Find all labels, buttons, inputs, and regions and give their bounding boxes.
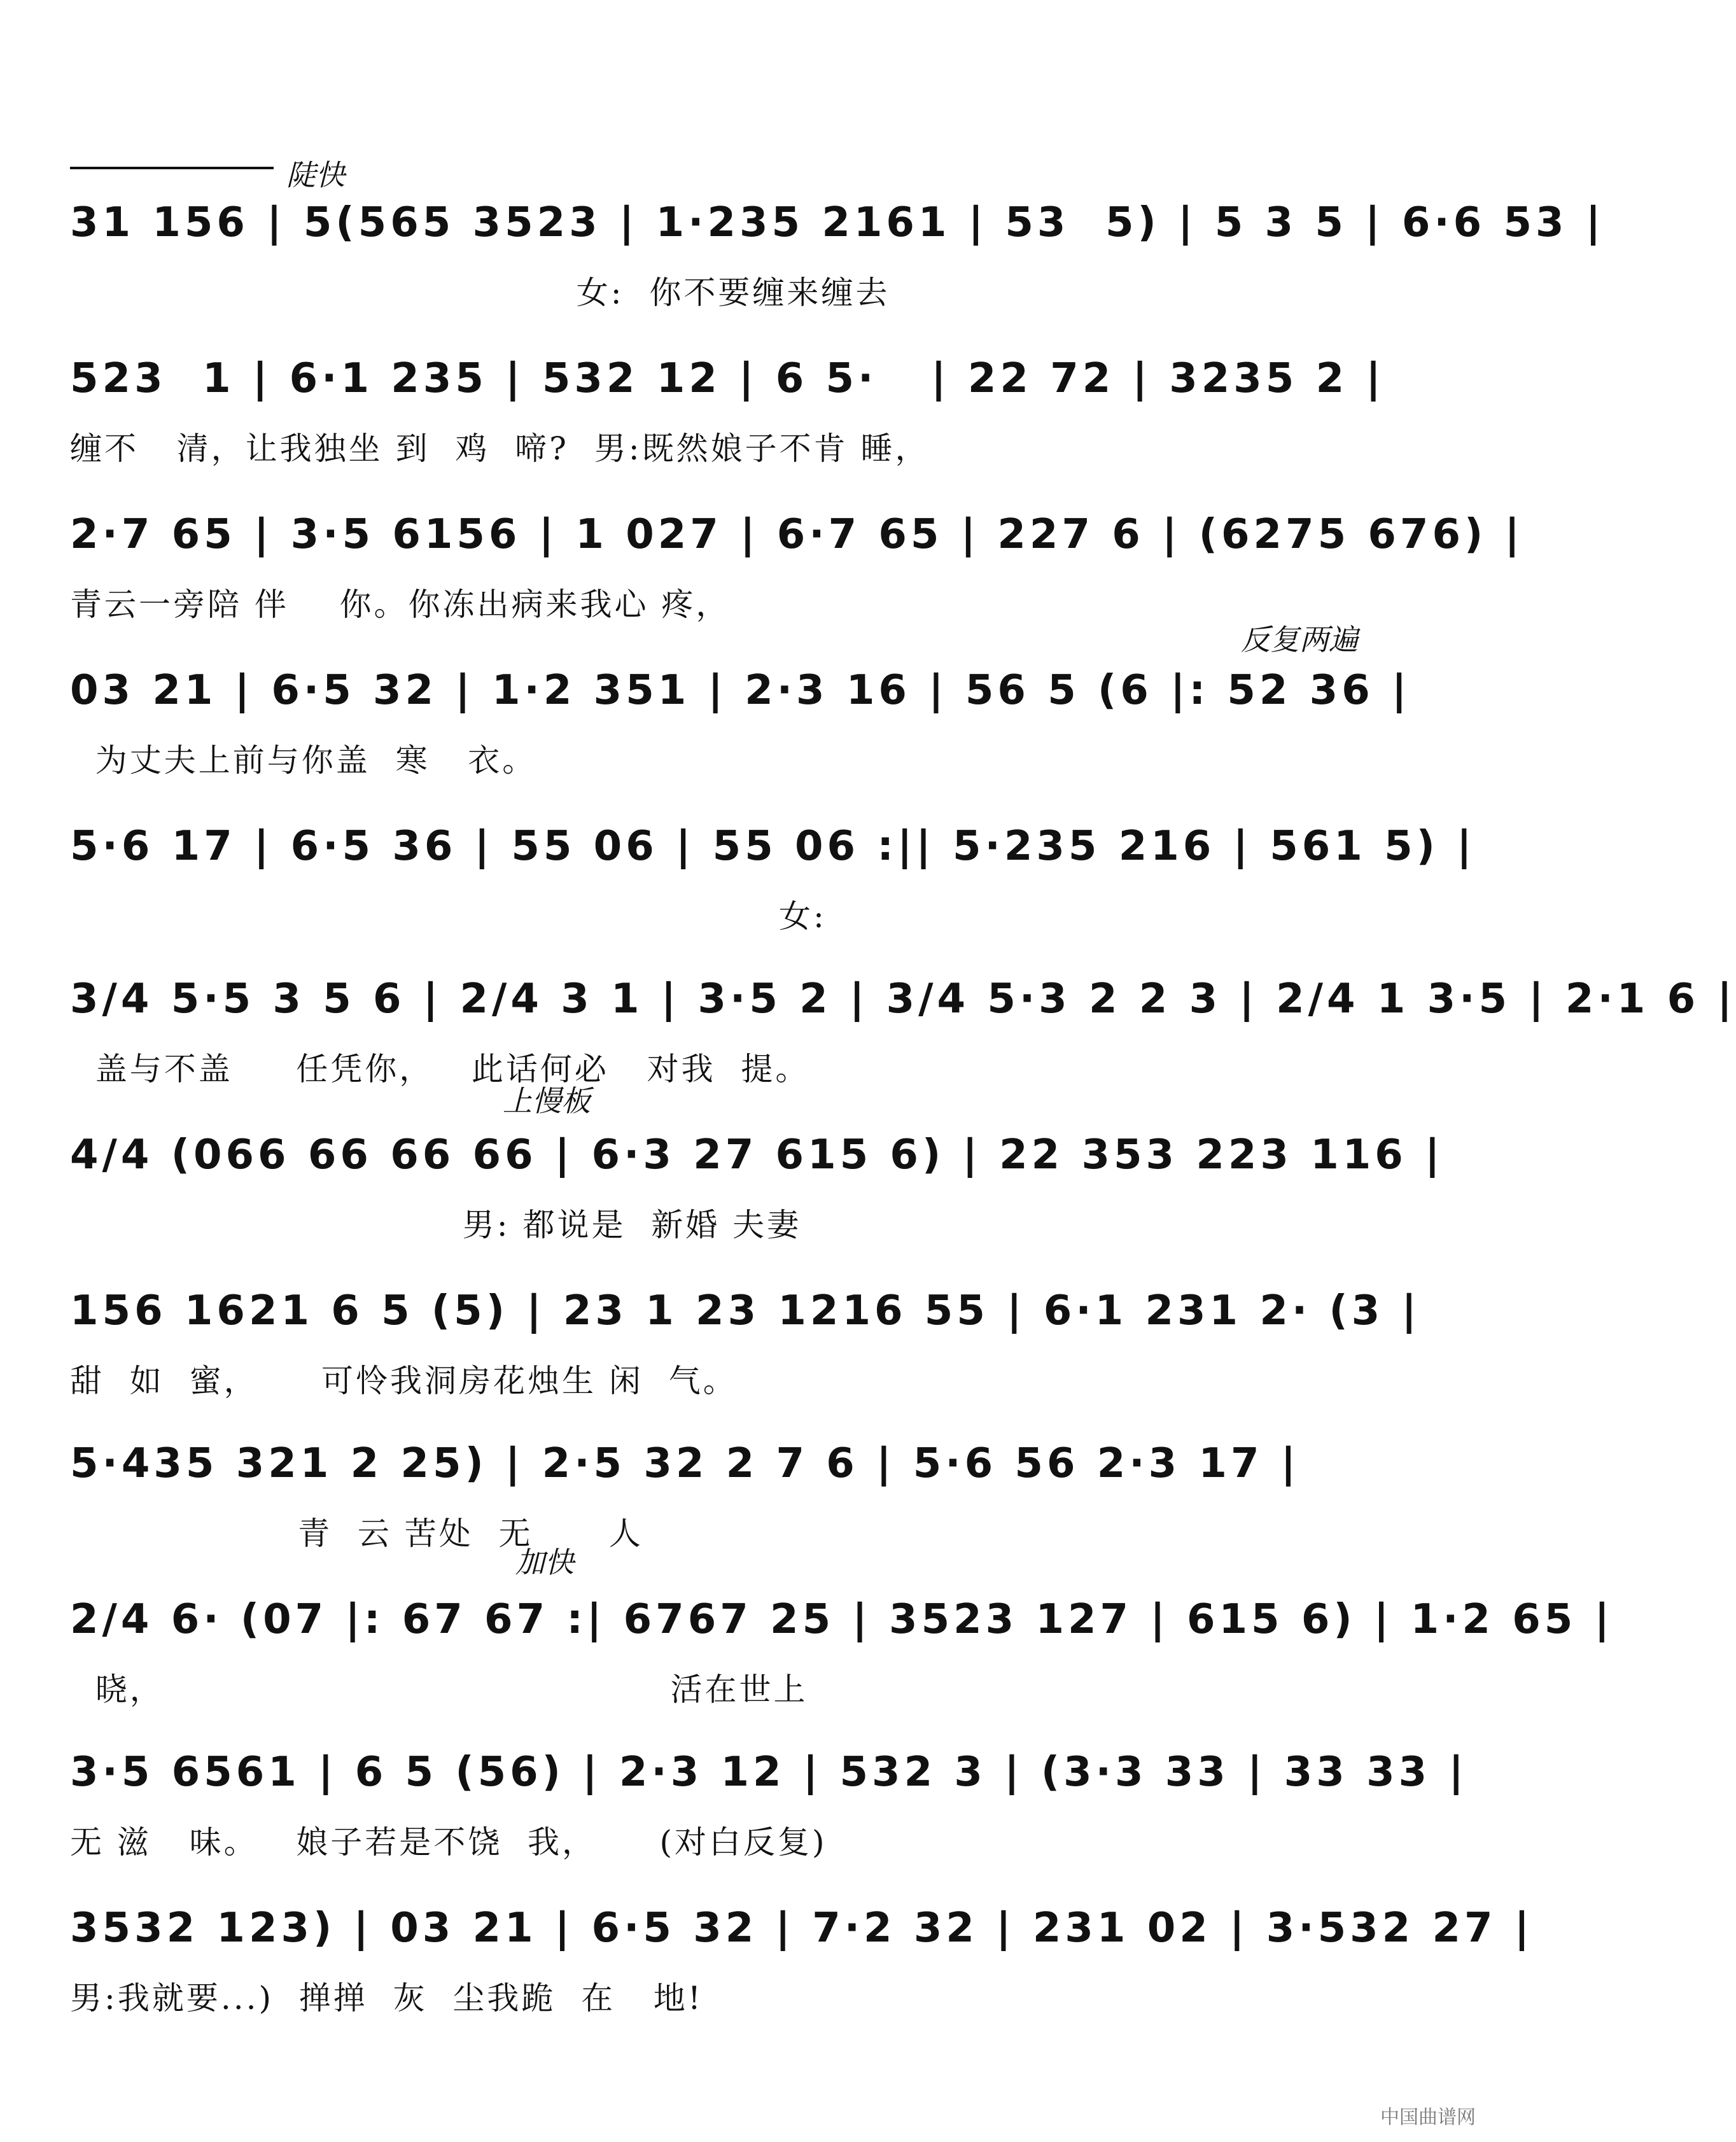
lyric-line: 晓， 活在世上 [70,1671,808,1708]
score-system-5 [70,808,1476,967]
lyric-line: 甜 如 蜜， 可怜我洞房花烛生 闲 气。 [70,1362,738,1399]
score-system-9 [70,1425,1445,1585]
lyric-line: 女: 你不要缠来缠去 [70,274,890,311]
notation-line: 523 1 | 6·1 235 | 532 12 | 6 5· | 22 72 | 3235 2 | [70,355,1385,402]
notation-line: 3·5 6561 | 6 5 (56) | 2·3 12 | 532 3 | (3·3 33 | 33 33 | [70,1749,1467,1796]
notation-line: 2/4 6· (07 |: 67 67 :| 6767 25 | 3523 127 | 615 6) | 1·2 65 | [70,1596,1613,1643]
notation-line: 31 156 | 5(565 3523 | 1·235 2161 | 53 5) | 5 3 5 | 6·6 53 | [70,199,1605,246]
lyric-line: 青 云 苦处 无 人 [70,1515,643,1552]
score-system-3 [70,496,1523,655]
tempo-mark-slow: 上慢板 [503,1084,591,1118]
notation-line: 03 21 | 6·5 32 | 1·2 351 | 2·3 16 | 56 5 (6 |: 52 36 | [70,667,1411,714]
site-watermark: 中国曲谱网 [1380,2106,1476,2129]
score-system-6 [70,961,1736,1120]
score-system-11 [70,1734,1467,1893]
tempo-mark-faster: 加快 [515,1545,574,1579]
lyric-line: 男:我就要...) 掸掸 灰 尘我跪 在 地! [70,1980,703,2017]
notation-line: 2·7 65 | 3·5 6156 | 1 027 | 6·7 65 | 227 6 | (6275 676) | [70,511,1523,558]
score-system-2 [70,340,1445,500]
score-system-1 [70,185,1605,344]
notation-line: 3/4 5·5 3 5 6 | 2/4 3 1 | 3·5 2 | 3/4 5·3 2 2 3 | 2/4 1 3·5 | 2·1 6 | [70,976,1736,1023]
lyric-line: 缠不 清，让我独坐 到 鸡 啼? 男:既然娘子不肯 睡， [70,430,930,467]
score-system-10 [70,1581,1613,1740]
notation-line: 4/4 (066 66 66 66 | 6·3 27 615 6) | 22 353 223 116 | [70,1131,1444,1179]
lyric-line: 无 滋 味。 娘子若是不饶 我， (对白反复) [70,1824,827,1861]
notation-line: 156 1621 6 5 (5) | 23 1 23 1216 55 | 6·1 231 2· (3 | [70,1287,1420,1334]
score-system-12 [70,1890,1534,2049]
tempo-mark-fast: 陡快 [286,158,345,192]
lyric-line: 为丈夫上前与你盖 寒 衣。 [70,742,537,779]
score-system-8 [70,1273,1445,1432]
lyric-line: 盖与不盖 任凭你， 此话何必 对我 提。 [70,1051,810,1088]
lyric-line: 青云一旁陪 伴 你。你冻出病来我心 疼， [70,586,731,623]
opening-slur-line [70,167,274,169]
notation-line: 3532 123) | 03 21 | 6·5 32 | 7·2 32 | 231 02 | 3·532 27 | [70,1905,1534,1952]
notation-line: 5·6 17 | 6·5 36 | 55 06 | 55 06 :|| 5·235 216 | 561 5) | [70,823,1476,870]
tempo-mark-repeat-twice: 反复两遍 [1241,622,1358,657]
lyric-line: 男: 都说是 新婚 夫妻 [70,1207,802,1243]
lyric-line: 女: [70,898,827,935]
notation-line: 5·435 321 2 25) | 2·5 32 2 7 6 | 5·6 56 2·3 17 | [70,1440,1300,1487]
score-system-7 [70,1117,1445,1276]
score-system-4 [70,652,1445,811]
